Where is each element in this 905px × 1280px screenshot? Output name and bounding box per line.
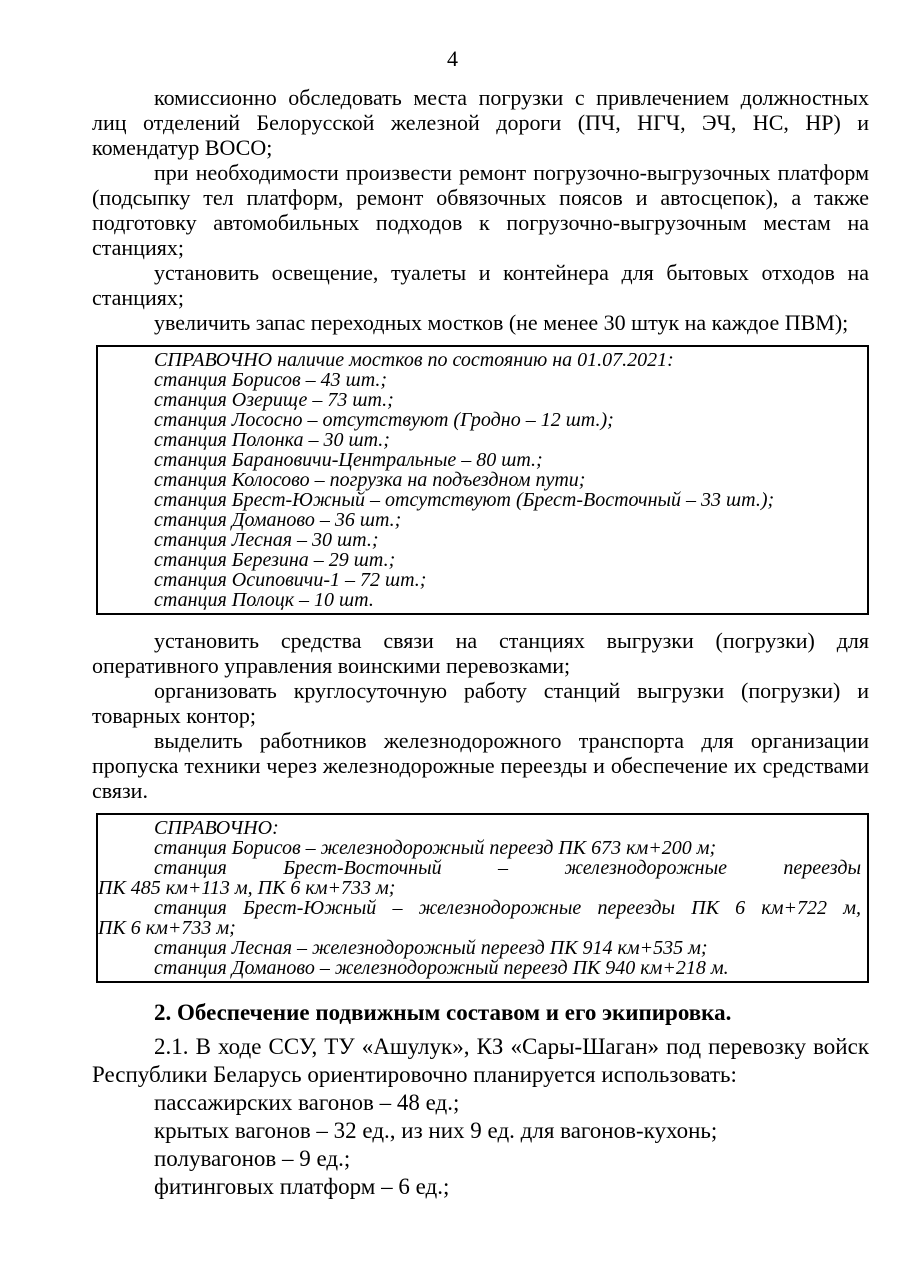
reference-crossings-title: СПРАВОЧНО: [154,817,279,839]
crossing-line: станция Борисов – железнодорожный переезд ПК 673 км+200 м; [154,837,717,859]
rolling-stock-item-passenger-cars: пассажирских вагонов – 48 ед.; [154,1090,460,1115]
crossing-line-continuation: ПК 485 км+113 м, ПК 6 км+733 м; [98,877,396,899]
reference-box-bridges [96,345,869,615]
station-line: станция Барановичи-Центральные – 80 шт.; [154,449,543,471]
rolling-stock-item-fitting-platforms: фитинговых платформ – 6 ед.; [154,1174,450,1199]
station-line: станция Лесная – 30 шт.; [154,529,379,551]
paragraph-2-1-intro: 2.1. В ходе ССУ, ТУ «Ашулук», КЗ «Сары-Шаган» под перевозку войск Республики Беларусь ориентировочно планируется использовать: [92,1034,869,1087]
station-line: станция Березина – 29 шт.; [154,549,396,571]
rolling-stock-item-gondola-cars: полувагонов – 9 ед.; [154,1146,351,1171]
rolling-stock-item-covered-cars: крытых вагонов – 32 ед., из них 9 ед. для вагонов-кухонь; [154,1118,718,1143]
paragraph-platform-repair: при необходимости произвести ремонт погрузочно-выгрузочных платформ (подсыпку тел платформ, ремонт обвязочных поясов и автосцепок), а также подготовку автомобильных подходов к погрузочно-выгрузочным местам на станциях; [92,160,869,260]
station-line: станция Доманово – 36 шт.; [154,509,402,531]
station-line: станция Борисов – 43 шт.; [154,369,388,391]
station-line: станция Брест-Южный – отсутствуют (Брест-Восточный – 33 шт.); [154,489,775,511]
paragraph-lighting-toilets: установить освещение, туалеты и контейнера для бытовых отходов на станциях; [92,260,869,310]
paragraph-communication-means: установить средства связи на станциях выгрузки (погрузки) для оперативного управления воинскими перевозками; [92,628,869,678]
station-line: станция Лососно – отсутствуют (Гродно – 12 шт.); [154,409,614,431]
crossing-line: станция Брест-Южный – железнодорожные переезды ПК 6 км+722 м, [154,897,861,919]
crossing-line: станция Доманово – железнодорожный переезд ПК 940 км+218 м. [154,957,729,979]
station-line: станция Полоцк – 10 шт. [154,589,374,611]
station-line: станция Озерище – 73 шт.; [154,389,394,411]
paragraph-increase-bridges-stock: увеличить запас переходных мостков (не менее 30 штук на каждое ПВМ); [154,310,849,335]
paragraph-allocate-workers: выделить работников железнодорожного транспорта для организации пропуска техники через железнодорожные переезды и обеспечение их средствами связи. [92,728,869,803]
document-content [92,85,869,1201]
crossing-line: станция Брест-Восточный – железнодорожные переезды [154,857,861,879]
paragraph-round-the-clock-work: организовать круглосуточную работу станций выгрузки (погрузки) и товарных контор; [92,678,869,728]
reference-box-crossings [96,813,869,983]
page-number: 4 [447,46,458,71]
section-2-heading: 2. Обеспечение подвижным составом и его экипировка. [154,1000,732,1025]
reference-bridges-title: СПРАВОЧНО наличие мостков по состоянию на 01.07.2021: [154,349,674,371]
station-line: станция Осиповичи-1 – 72 шт.; [154,569,427,591]
station-line: станция Полонка – 30 шт.; [154,429,390,451]
crossing-line: станция Лесная – железнодорожный переезд ПК 914 км+535 м; [154,937,708,959]
crossing-line-continuation: ПК 6 км+733 м; [98,917,236,939]
station-line: станция Колосово – погрузка на подъездном пути; [154,469,586,491]
paragraph-inspect-loading-sites: комиссионно обследовать места погрузки с привлечением должностных лиц отделений Белорусской железной дороги (ПЧ, НГЧ, ЭЧ, НС, НР) и комендатур ВОСО; [92,85,869,160]
